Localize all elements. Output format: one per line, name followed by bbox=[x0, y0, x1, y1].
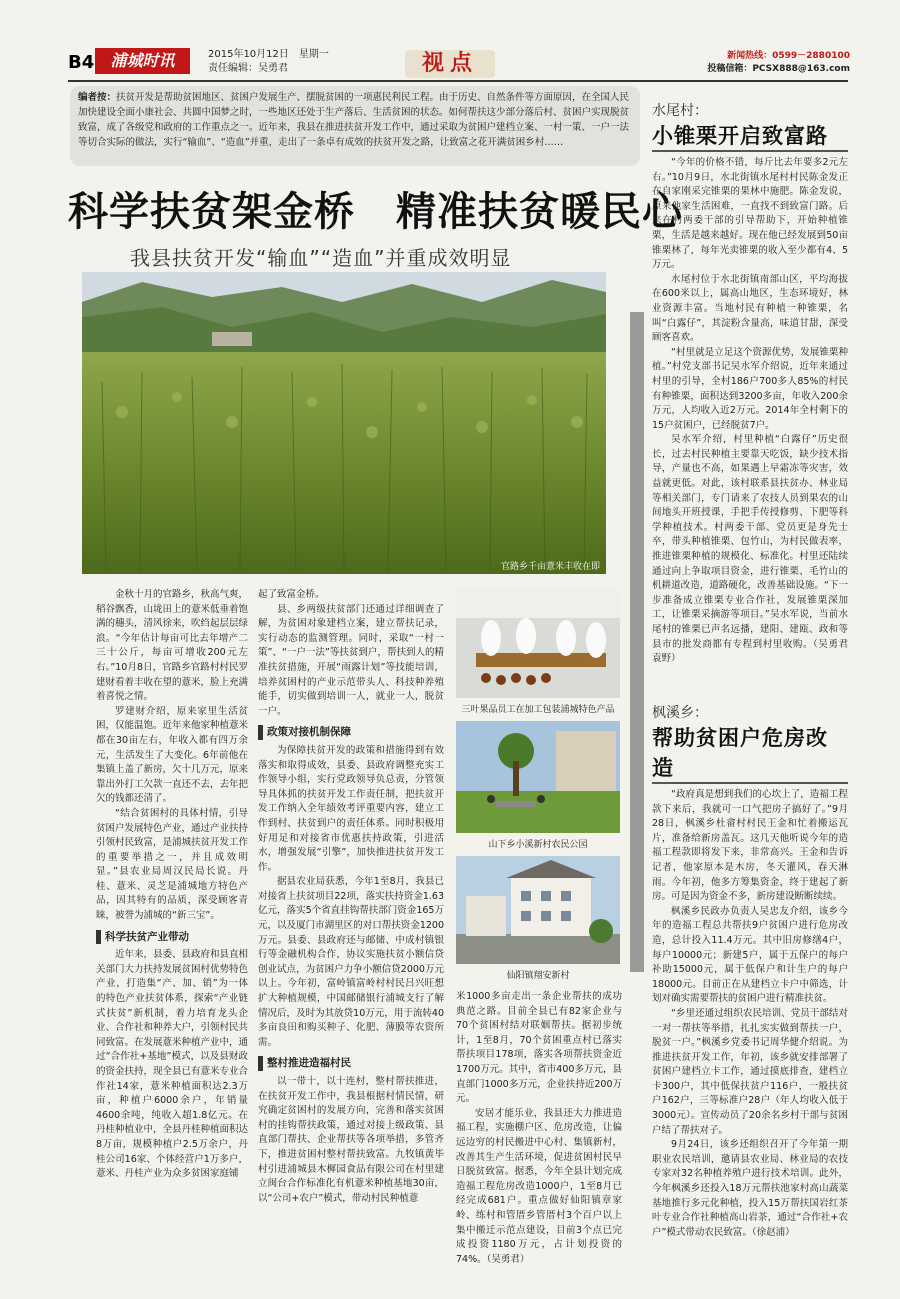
headline: 科学扶贫架金桥 精准扶贫暖民心 bbox=[68, 189, 683, 235]
side-paragraph: “今年的价格不错，每斤比去年要多2元左右。”10月9日，水北街镇水尾村村民陈金发正在自家刚采完锥栗的果林中施肥。陈金发说，原来他家生活困难，一直找不到致富门路。后来在村两委干部的引导帮助下，开始种植锥栗，生活是越来越好。现在他已经发展到50亩锥栗林了，每年光卖锥栗的收入至少都有4、5万元。 bbox=[652, 157, 848, 271]
side-arrow-bar bbox=[630, 312, 644, 972]
side-story-title: 帮助贫困户危房改造 bbox=[652, 726, 828, 780]
article-paragraph: 近年来，县委、县政府和县直相关部门大力扶持发展贫困村优势特色产业，打造集“产、加、销”为一体的特色产业扶贫体系，探索“产业链式扶贫”新机制，着力培育龙头企业、合作社和种养大户，引领村民共同致富。在发展薏米种植产业中，通过“合作社+基地”模式，以及县财政的资金扶持，现全县已有薏米专业合作社14家，薏米种植面积达2.3万亩，种植户6000余户，年销量4600余吨，纯收入超1.8亿元。在丹桂种植业中，全县丹桂种植面积达8万亩，规模种植户2.5万余户，丹桂公司16家、个体经营户1万多户，薏米、丹桂产业为众多贫困家庭铺 bbox=[96, 949, 249, 1180]
side-paragraph: “村里就是立足这个资源优势，发展锥栗种植。”村党支部书记吴水军介绍说，近年来通过村里的引导，全村186户700多人85%的村民有种锥栗，面积达到3200多亩，年收入200余万元，人均收入近2万元。2014年全村剩下的15户贫困户，已经脱贫7户。 bbox=[652, 346, 848, 431]
side-story-body bbox=[652, 788, 848, 1240]
newspaper-logo: 浦城时讯 bbox=[95, 48, 190, 74]
image-caption: 山下乡小溪新村农民公园 bbox=[488, 840, 588, 850]
factory-photo bbox=[456, 588, 620, 698]
section-title: 视点 bbox=[405, 50, 495, 78]
side-paragraph: “政府真是想到我们的心坎上了，造福工程款下来后，我就可一口气把房子搞好了。”9月28日，枫溪乡杜畲村村民王金和忙着搬运瓦片，准备给新房盖瓦。这几天他听说今年的造福工程款即将发下来，非常高兴。王金和告诉记者，他家原本是木房，冬天灌风，春天淋雨。今年初，他多方筹集资金，终于建起了新房。可是因为资金不多，新房建设断断续续。 bbox=[652, 789, 848, 903]
side-paragraph: 水尾村位于水北街镇南部山区，平均海拔在600米以上，属高山地区，生态环境好，林业资源丰富。当地村民有种植一种锥栗，名叫“白露仔”，其淀粉含量高，味道甘甜，深受顾客喜欢。 bbox=[652, 273, 848, 344]
side-story-2 bbox=[652, 702, 848, 1240]
article-paragraph: 罗建财介绍，原来家里生活贫困，仅能温饱。近年来他家种植薏米都在30亩左右，年收入都有四万余元，生活发生了大变化。6年前他在集镇上盖了新房，欠十几万元，原来靠出外打工欠款一直还不去，去年把欠的钱都还清了。 bbox=[96, 705, 249, 805]
section-subhead: 整村推进造福村民 bbox=[258, 1056, 351, 1071]
image-caption: 三叶果品员工在加工包装浦城特色产品 bbox=[461, 705, 615, 715]
article-paragraph: 以一带十，以十连村，整村帮扶推进，在扶贫开发工作中，我县根据村情民情，研究确定贫困村的发展方向，完善和落实贫困村的挂钩帮扶政策，通过对接上级政策、县直部门帮扶、企业帮扶等各项举措，多管齐下，推进贫困村整村帮扶致富。九牧镇黄毕村引进浦城县木樨园食品有限公司在村里建立闽台合作标准化有机薏米种植基地30亩，以“公司+农户”模式，带动村民种植薏 bbox=[258, 1076, 444, 1204]
article-paragraph: 县、乡两级扶贫部门还通过详细调查了解，为贫困对象建档立案，建立帮扶记录，实行动态的监测管理。同时，采取“一村一策”、“一户一法”等扶贫到户，帮扶到人的精准扶贫措施，开展“雨露计划”等技能培训，培养贫困村的产业示范带头人、科技种养殖能手，切实做到培训一人，就业一人，脱贫一户。 bbox=[258, 603, 444, 717]
article-column-1 bbox=[96, 588, 248, 1182]
side-story-1 bbox=[652, 100, 858, 667]
article-paragraph: 米1000多亩走出一条企业帮扶的成功典范之路。目前全县已有82家企业与70个贫困村结对联姻帮扶。据初步统计，1至8月，70个贫困重点村已落实帮扶项目178项，落实各项帮扶资金近1700万元。其中，省市400多万元，县直部门1000多万元，企业扶持近200万元。 bbox=[456, 991, 622, 1105]
photo-column bbox=[456, 588, 620, 981]
issue-info bbox=[208, 48, 329, 76]
contact-info bbox=[707, 50, 850, 76]
article-paragraph: 金秋十月的官路乡，秋高气爽，稻谷飘香，山垅田上的薏米低垂着饱满的穗头，清风徐来，吹绉起层层绿浪。“今年估计每亩可比去年增产二三十公斤，每亩可增收200元左右。”10月8日，官路乡官路村村民罗建财看着丰收在望的薏米，脸上充满着喜悦之情。 bbox=[96, 589, 249, 703]
section-subhead: 科学扶贫产业带动 bbox=[96, 930, 189, 945]
side-story-title: 小锥栗开启致富路 bbox=[652, 124, 828, 148]
section-subhead: 政策对接机制保障 bbox=[258, 725, 351, 740]
side-story-location: 水尾村： bbox=[652, 103, 708, 119]
field-image bbox=[82, 272, 606, 574]
side-paragraph: 9月24日，该乡还组织召开了今年第一期职业农民培训，邀请县农业局、林业局的农技专家对32名种植养殖户进行技术培训。此外，今年枫溪乡还投入18万元帮扶池家村高山蔬菜基地推行多元化种植，投入15万帮扶国岩红茶叶专业合作社种植高山岩茶，通过“合作社+农户”模式带动农民致富。（徐赵浦） bbox=[652, 1139, 848, 1238]
image-caption: 仙阳镇翔安新村 bbox=[506, 971, 570, 981]
editor-note bbox=[70, 86, 640, 166]
header-divider bbox=[68, 80, 848, 82]
main-photo-caption: 官路乡千亩薏米丰收在即 bbox=[500, 562, 600, 572]
article-column-3 bbox=[456, 990, 622, 1267]
side-story-body bbox=[652, 156, 858, 667]
submission-email: 投稿信箱：PCSX888@163.com bbox=[707, 64, 850, 74]
editor-credit: 责任编辑：吴勇君 bbox=[208, 63, 288, 74]
page-number: B4 bbox=[68, 52, 95, 73]
editor-note-text: 扶贫开发是帮助贫困地区、贫困户发展生产、摆脱贫困的一项惠民利民工程。由于历史、自然条件等方面原因，在全国人民加快建设全面小康社会、共圆中国梦之时，一些地区还处于生产落后、生活贫困的状态。如何帮扶这少部分落后村、贫困户实现脱贫致富，成了各级党和政府的工作重点之一。近年来，我县在推进扶贫开发工作中，通过采取为贫困户建档立案、一村一策、一户一法等切合实际的做法，实行“输血”、“造血”并重，走出了一条卓有成效的扶贫开发之路，让致富之花开满贫困乡村…… bbox=[78, 92, 630, 148]
side-paragraph: 吴水军介绍，村里种植“白露仔”历史很长，过去村民种植主要靠天吃饭，缺少技术指导，产量也不高，如果遇上早霜冻等灾害，效益就更低。对此，该村联系县扶贫办、林业局等相关部门，专门请来了农技人员到果农的山间地头开班授课，手把手传授修剪、下肥等科学种植技术。村两委干部、党员更是身先士卒，带头种植锥栗、包竹山，为村民做表率，推进锥栗种植的规模化、标准化。村里还陆续通过向上争取项目资金，进行锥栗、毛竹山的机耕道改造，道路硬化，改善基础设施。“下一步准备成立锥栗专业合作社，发展锥栗深加工，让锥栗采摘游等项目。”吴水军说，当前水尾村的锥栗已声名远播，建阳、建瓯、政和等县市的批发商都有专程到村里收购。（吴勇君 袁野） bbox=[652, 434, 858, 665]
editor-note-label: 编者按： bbox=[78, 92, 117, 103]
article-column-2 bbox=[258, 588, 444, 1206]
main-photo bbox=[82, 272, 606, 574]
side-story-location: 枫溪乡： bbox=[652, 705, 708, 721]
article-paragraph: 据县农业局获悉，今年1至8月，我县已对接省上扶贫项目22项，落实扶持资金1.63亿元，落实5个省直挂钩帮扶部门资金165万元，以及厦门市湖里区的对口帮扶资金1200万元。县委、县政府还与邮储、中成村镇银行等金融机构合作，协议实施扶贫小额信贷创业试点，为贫困户力争小额信贷2000万元以上。今年初，富岭镇富岭村村民吕兴旺想扩大种植规模，中国邮储银行浦城支行了解情况后，及时为其放贷10万元，用于流转40多亩良田和购买种子、化肥、薄膜等农资所需。 bbox=[258, 876, 444, 1048]
side-paragraph: “乡里还通过组织农民培训、党员干部结对一对一帮扶等举措，扎扎实实做到帮扶一户，脱贫一户。”枫溪乡党委书记周华健介绍说。为推进扶贫开发工作，年初，该乡就安排部署了贫困户建档立卡工作，通过摸底排查，建档立卡300户，其中低保扶贫户116户，一般扶贫户162户，三等标准户28户（年人均收入低于3000元）。宣传动员了20余名乡村干部与贫困户结了帮扶对子。 bbox=[652, 1007, 848, 1136]
side-story-divider bbox=[652, 150, 848, 152]
article-paragraph: “结合贫困村的具体村情，引导贫困户发展特色产业，通过产业扶持引领村民致富，是浦城扶贫开发工作的重要举措之一，并且成效明显。”县农业局周汉民局长说。丹桂、薏米、灵芝是浦城地方特色产品，因其特有的品质，深受顾客青睐，被誉为浦城的“新三宝”。 bbox=[96, 807, 249, 922]
issue-date: 2015年10月12日 星期一 bbox=[208, 49, 329, 60]
park-photo bbox=[456, 721, 620, 833]
subheadline: 我县扶贫开发“输血”“造血”并重成效明显 bbox=[130, 246, 512, 270]
side-story-divider bbox=[652, 782, 848, 784]
side-paragraph: 枫溪乡民政办负责人吴忠友介绍，该乡今年的造福工程总共帮扶9户贫困户进行危房改造，总计投入11.4万元。其中旧房修缮4户，每户10000元；新建5户，属于五保户的每户补助15000元，属于低保户和计生户的每户18000元。目前正在从建档立卡户中筛选，计划对确实需要帮扶的贫困户进行精准扶贫。 bbox=[652, 905, 848, 1005]
news-hotline: 新闻热线：0599－2880100 bbox=[727, 51, 850, 61]
article-paragraph: 起了致富金桥。 bbox=[258, 589, 325, 600]
village-photo bbox=[456, 856, 620, 964]
article-paragraph: 安居才能乐业，我县还大力推进造福工程，实施棚户区、危房改造，让偏远边穷的村民搬进中心村、集镇新村，改善其生产生活环境，促进贫困村民早日脱贫致富。据悉，今年全县计划完成造福工程危房改造1000户，1至8月已经完成681户。重点做好仙阳镇章家岭、练村和管厝乡管厝村3个百户以上集中搬迁示范点建设，目前3个点已完成投资1180万元，占计划投资的74%。（吴勇君） bbox=[456, 1107, 622, 1265]
article-paragraph: 为保障扶贫开发的政策和措施得到有效落实和取得成效，县委、县政府调整充实工作领导小组，实行党政领导负总责，分管领导具体抓的扶贫开发工作责任制，把扶贫开发工作纳入全年绩效考评重要内容，建立工作到村、扶贫到户的责任体系。同时积极用好用足和对接省市优惠扶持政策，引进活水，增强发展“引擎”，加快推进扶贫开发工作。 bbox=[258, 744, 444, 873]
